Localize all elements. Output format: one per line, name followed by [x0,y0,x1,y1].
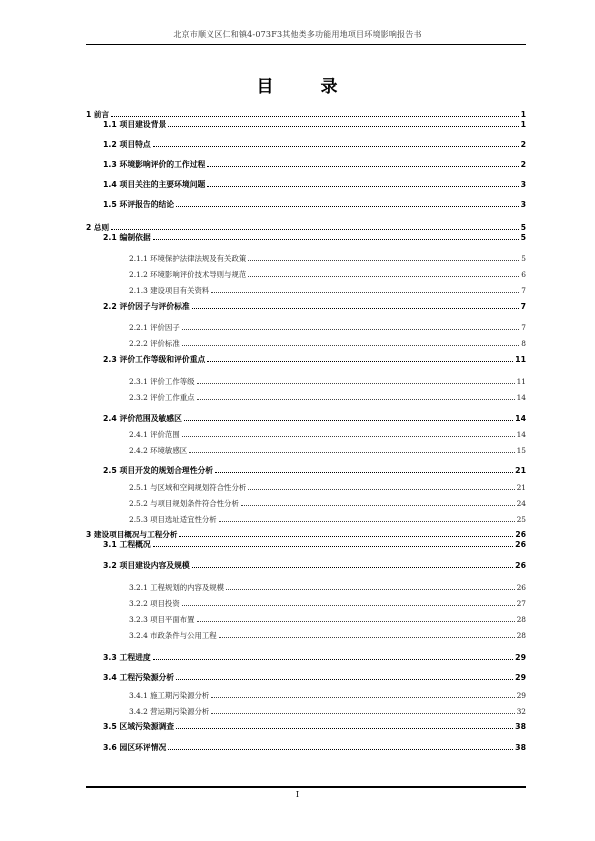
toc-entry-page: 14 [516,430,526,439]
toc-entry-page: 21 [515,466,526,475]
toc-entry[interactable] [86,673,526,683]
toc-entry-page: 29 [515,673,526,682]
toc-entry[interactable] [86,180,526,190]
toc-dot-leader [215,472,513,473]
toc-entry[interactable] [86,483,526,493]
toc-entry-label: 2.2 评价因子与评价标准 [103,302,190,311]
header-rule [86,44,526,45]
toc-entry-page: 3 [520,180,526,189]
toc-entry-page: 1 [520,110,526,119]
toc-entry-label: 1.3 环境影响评价的工作过程 [103,160,206,169]
toc-entry[interactable] [86,515,526,525]
toc-entry-label: 3.2.3 项目平面布置 [129,615,195,624]
toc-entry-label: 3.2.4 市政条件与公用工程 [129,631,217,640]
toc-entry-page: 24 [516,499,526,508]
toc-entry[interactable] [86,466,526,476]
toc-entry-page: 7 [521,286,526,295]
toc-entry-label: 3.1 工程概况 [103,540,151,549]
toc-dot-leader [182,345,520,346]
toc-dot-leader [219,521,515,522]
toc-entry[interactable] [86,110,526,120]
toc-entry-label: 3.4.2 营运期污染源分析 [129,707,210,716]
toc-entry-label: 2.5.1 与区域和空间规划符合性分析 [129,483,247,492]
footer-rule [86,786,526,788]
toc-entry-label: 1.4 项目关注的主要环境问题 [103,180,206,189]
toc-entry-page: 11 [515,355,526,364]
toc-entry[interactable] [86,583,526,593]
toc-entry-label: 2.1.1 环境保护法律法规及有关政策 [129,254,247,263]
toc-entry-page: 28 [516,631,526,640]
toc-entry[interactable] [86,393,526,403]
toc-entry-label: 1 前言 [86,110,110,119]
toc-dot-leader [182,605,515,606]
toc-entry-page: 1 [520,120,526,129]
toc-entry-page: 8 [521,339,526,348]
toc-dot-leader [153,659,513,660]
toc-entry-page: 7 [521,323,526,332]
toc-entry[interactable] [86,446,526,456]
toc-entry-label: 3 建设项目概况与工程分析 [86,530,178,539]
toc-entry-label: 3.4.1 施工期污染源分析 [129,691,210,700]
toc-entry-page: 25 [516,515,526,524]
toc-entry[interactable] [86,707,526,717]
toc-entry-page: 29 [515,653,526,662]
toc-entry-page: 38 [515,743,526,752]
header-title: 北京市顺义区仁和镇4-073F3其他类多功能用地项目环境影响报告书 [173,30,422,39]
toc-entry-page: 26 [516,583,526,592]
toc-entry[interactable] [86,743,526,753]
toc-entry[interactable] [86,120,526,130]
toc-entry-label: 3.2.2 项目投资 [129,599,180,608]
toc-entry-label: 2 总则 [86,223,110,232]
toc-entry-label: 2.3 评价工作等级和评价重点 [103,355,206,364]
toc-entry-page: 38 [515,722,526,731]
toc-entry-page: 2 [520,140,526,149]
toc-entry[interactable] [86,430,526,440]
toc-entry-label: 3.2 项目建设内容及规模 [103,561,190,570]
toc-dot-leader [219,637,515,638]
toc-entry[interactable] [86,540,526,550]
page-number: I [295,790,300,799]
toc-entry-label: 1.2 项目特点 [103,140,151,149]
toc-entry[interactable] [86,140,526,150]
toc-entry[interactable] [86,223,526,233]
toc-title-part2: 录 [320,77,339,97]
toc-entry[interactable] [86,377,526,387]
toc-dot-leader [197,621,515,622]
toc-entry-label: 2.5.3 项目选址适宜性分析 [129,515,217,524]
toc-entry-page: 5 [520,233,526,242]
toc-entry[interactable] [86,323,526,333]
toc-entry-page: 14 [515,414,526,423]
toc-entry[interactable] [86,631,526,641]
toc-entry[interactable] [86,599,526,609]
toc-entry-page: 7 [520,302,526,311]
toc-dot-leader [153,239,519,240]
toc-title-part1: 目 [256,77,275,97]
toc-entry-page: 26 [515,530,526,539]
toc-entry-label: 2.2.1 评价因子 [129,323,180,332]
toc-dot-leader [192,308,519,309]
toc-entry[interactable] [86,414,526,424]
toc-dot-leader [168,749,513,750]
toc-entry[interactable] [86,302,526,312]
toc-entry[interactable] [86,254,526,264]
toc-entry-page: 21 [516,483,526,492]
toc-entry-label: 2.1.2 环境影响评价技术导则与规范 [129,270,247,279]
toc-dot-leader [207,186,518,187]
toc-entry-label: 2.3.1 评价工作等级 [129,377,195,386]
toc-entry-label: 2.3.2 评价工作重点 [129,393,195,402]
toc-entry-page: 6 [521,270,526,279]
toc-entry[interactable] [86,722,526,732]
toc-entry-page: 26 [515,540,526,549]
toc-entry-page: 5 [520,223,526,232]
toc-entry-page: 14 [516,393,526,402]
toc-entry[interactable] [86,615,526,625]
toc-entry-label: 2.4 评价范围及敏感区 [103,414,182,423]
toc-dot-leader [211,292,519,293]
toc-entry-page: 27 [516,599,526,608]
toc-entry-page: 29 [516,691,526,700]
toc-dot-leader [192,567,513,568]
toc-dot-leader [153,146,519,147]
toc-dot-leader [182,436,515,437]
toc-entry[interactable] [86,200,526,210]
toc-title [0,72,595,97]
toc-entry[interactable] [86,286,526,296]
toc-entry-page: 11 [516,377,526,386]
toc-dot-leader [189,452,514,453]
toc-entry-label: 2.5.2 与项目规划条件符合性分析 [129,499,239,508]
toc-dot-leader [176,728,513,729]
toc-entry-label: 2.5 项目开发的规划合理性分析 [103,466,214,475]
toc-entry-label: 2.4.1 评价范围 [129,430,180,439]
toc-entry[interactable] [86,653,526,663]
toc-entry-label: 3.2.1 工程规划的内容及规模 [129,583,225,592]
toc-entry[interactable] [86,339,526,349]
toc-entry-label: 2.2.2 评价标准 [129,339,180,348]
toc-entry[interactable] [86,355,526,365]
toc-dot-leader [248,276,519,277]
toc-dot-leader [184,420,513,421]
toc-entry-page: 32 [516,707,526,716]
toc-dot-leader [207,166,518,167]
toc-entry-page: 5 [521,254,526,263]
toc-entry[interactable] [86,160,526,170]
toc-dot-leader [179,536,513,537]
toc-entry[interactable] [86,561,526,571]
toc-entry-label: 3.4 工程污染源分析 [103,673,175,682]
toc-dot-leader [211,697,514,698]
toc-entry-label: 3.6 园区环评情况 [103,743,167,752]
toc-dot-leader [182,329,520,330]
toc-entry-label: 1.1 项目建设背景 [103,120,167,129]
toc-entry[interactable] [86,691,526,701]
toc-dot-leader [176,206,518,207]
toc-dot-leader [248,489,514,490]
toc-dot-leader [248,260,519,261]
toc-dot-leader [211,713,514,714]
toc-dot-leader [111,229,519,230]
toc-dot-leader [176,679,513,680]
toc-dot-leader [168,126,518,127]
toc-entry-page: 28 [516,615,526,624]
toc-entry[interactable] [86,530,526,540]
toc-entry-page: 26 [515,561,526,570]
toc-dot-leader [197,383,515,384]
toc-entry[interactable] [86,233,526,243]
toc-entry-label: 2.1.3 建设项目有关资料 [129,286,210,295]
toc-entry-label: 2.4.2 环境敏感区 [129,446,188,455]
toc-entry-label: 1.5 环评报告的结论 [103,200,175,209]
toc-dot-leader [207,361,513,362]
toc-dot-leader [111,116,519,117]
toc-dot-leader [197,399,515,400]
toc-dot-leader [153,546,513,547]
toc-entry-page: 3 [520,200,526,209]
toc-entry[interactable] [86,270,526,280]
toc-entry-page: 15 [516,446,526,455]
toc-entry-label: 3.3 工程进度 [103,653,151,662]
toc-dot-leader [226,589,515,590]
toc-entry-label: 2.1 编制依据 [103,233,151,242]
toc-entry-page: 2 [520,160,526,169]
toc-dot-leader [241,505,515,506]
toc-entry-label: 3.5 区域污染源调查 [103,722,175,731]
toc-entry[interactable] [86,499,526,509]
